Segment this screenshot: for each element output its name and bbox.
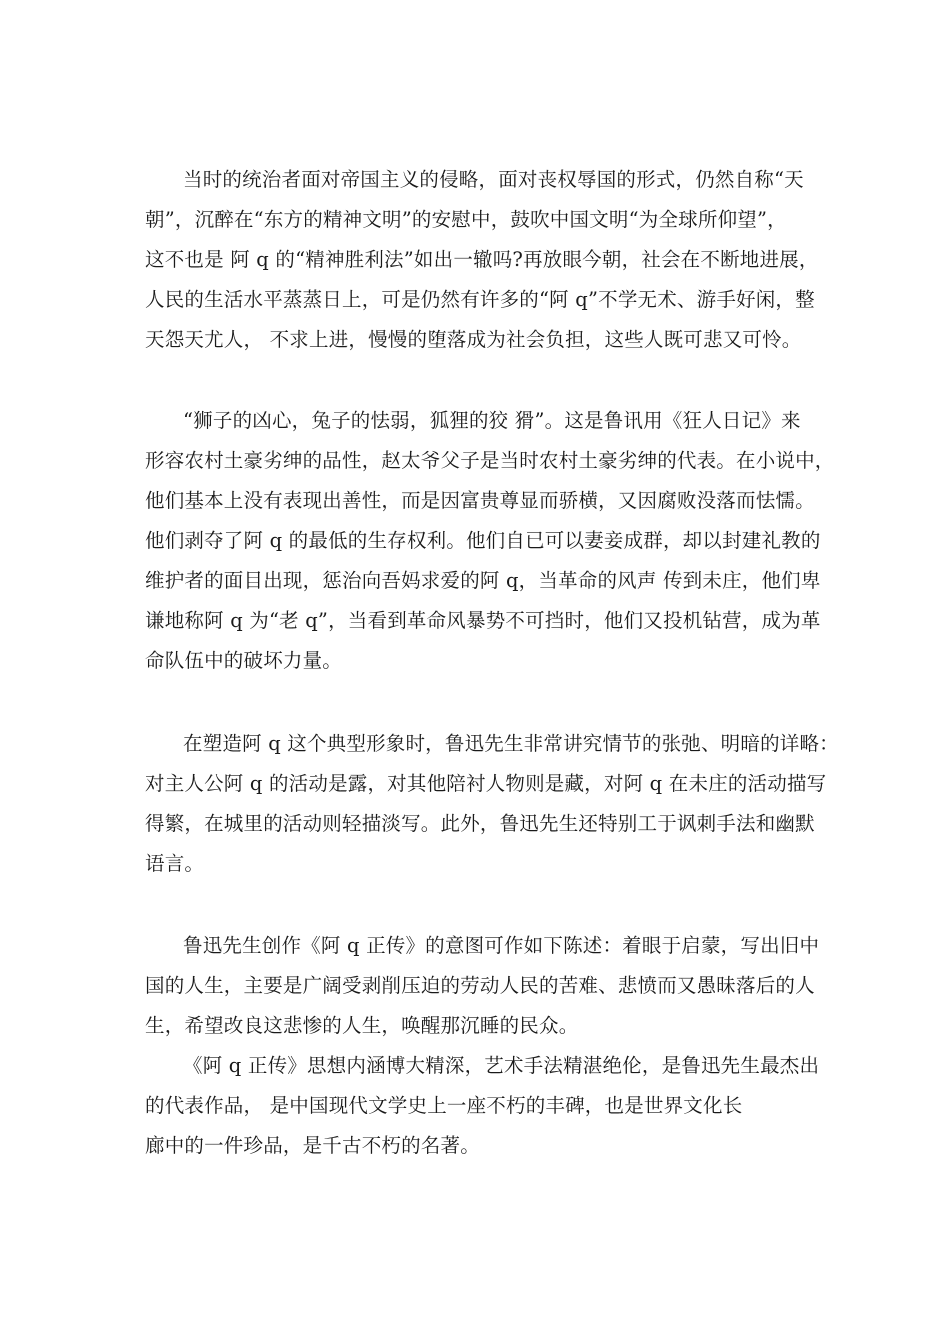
paragraph-4-line-1: 鲁迅先生创作《阿 q 正传》的意图可作如下陈述：着眼于启蒙，写出旧中 [183, 934, 820, 957]
paragraph-5-line-2: 的代表作品， 是中国现代文学史上一座不朽的丰碑，也是世界文化长 [145, 1094, 743, 1117]
paragraph-1-line-5: 天怨天尤人， 不求上进，慢慢的堕落成为社会负担，这些人既可悲又可怜。 [145, 328, 802, 351]
paragraph-2-line-1: “狮子的凶心，兔子的怯弱，狐狸的狡 猾”。这是鲁讯用《狂人日记》来 [183, 409, 801, 432]
paragraph-2-line-3: 他们基本上没有表现出善性，而是因富贵尊显而骄横，又因腐败没落而怯懦。 [145, 489, 815, 512]
paragraph-1-line-2: 朝”，沉醉在“东方的精神文明”的安慰中，鼓吹中国文明“为全球所仰望”， [145, 208, 787, 231]
paragraph-5-line-1: 《阿 q 正传》思想内涵博大精深，艺术手法精湛绝伦，是鲁迅先生最杰出 [183, 1054, 820, 1077]
paragraph-2-line-4: 他们剥夺了阿 q 的最低的生存权利。他们自已可以妻妾成群，却以封建礼教的 [145, 529, 821, 552]
paragraph-1-line-1: 当时的统治者面对帝国主义的侵略，面对丧权辱国的形式，仍然自称“天 [183, 168, 804, 191]
paragraph-3-line-3: 得繁，在城里的活动则轻描淡写。此外，鲁迅先生还特别工于讽刺手法和幽默 [145, 812, 815, 835]
paragraph-2-line-5: 维护者的面目出现，惩治向吾妈求爱的阿 q，当革命的风声 传到未庄，他们卑 [145, 569, 821, 592]
paragraph-3-line-1: 在塑造阿 q 这个典型形象时，鲁迅先生非常讲究情节的张弛、明暗的详略： [183, 732, 839, 755]
paragraph-2-line-7: 命队伍中的破坏力量。 [145, 649, 343, 672]
paragraph-1-line-4: 人民的生活水平蒸蒸日上，可是仍然有许多的“阿 q”不学无术、游手好闲，整 [145, 288, 815, 311]
paragraph-3-line-4: 语言。 [145, 852, 205, 875]
paragraph-2-line-2: 形容农村土豪劣绅的品性，赵太爷父子是当时农村土豪劣绅的代表。在小说中， [145, 449, 835, 472]
paragraph-1-line-3: 这不也是 阿 q 的“精神胜利法”如出一辙吗?再放眼今朝，社会在不断地进展， [145, 248, 819, 271]
paragraph-3-line-2: 对主人公阿 q 的活动是露，对其他陪衬人物则是藏，对阿 q 在未庄的活动描写 [145, 772, 827, 795]
paragraph-4-line-2: 国的人生，主要是广阔受剥削压迫的劳动人民的苦难、悲愤而又愚昧落后的人 [145, 974, 815, 997]
paragraph-5-line-3: 廊中的一件珍品，是千古不朽的名著。 [145, 1134, 480, 1157]
paragraph-4-line-3: 生，希望改良这悲惨的人生，唤醒那沉睡的民众。 [145, 1014, 579, 1037]
paragraph-2-line-6: 谦地称阿 q 为“老 q”，当看到革命风暴势不可挡时，他们又投机钻营，成为革 [145, 609, 821, 632]
